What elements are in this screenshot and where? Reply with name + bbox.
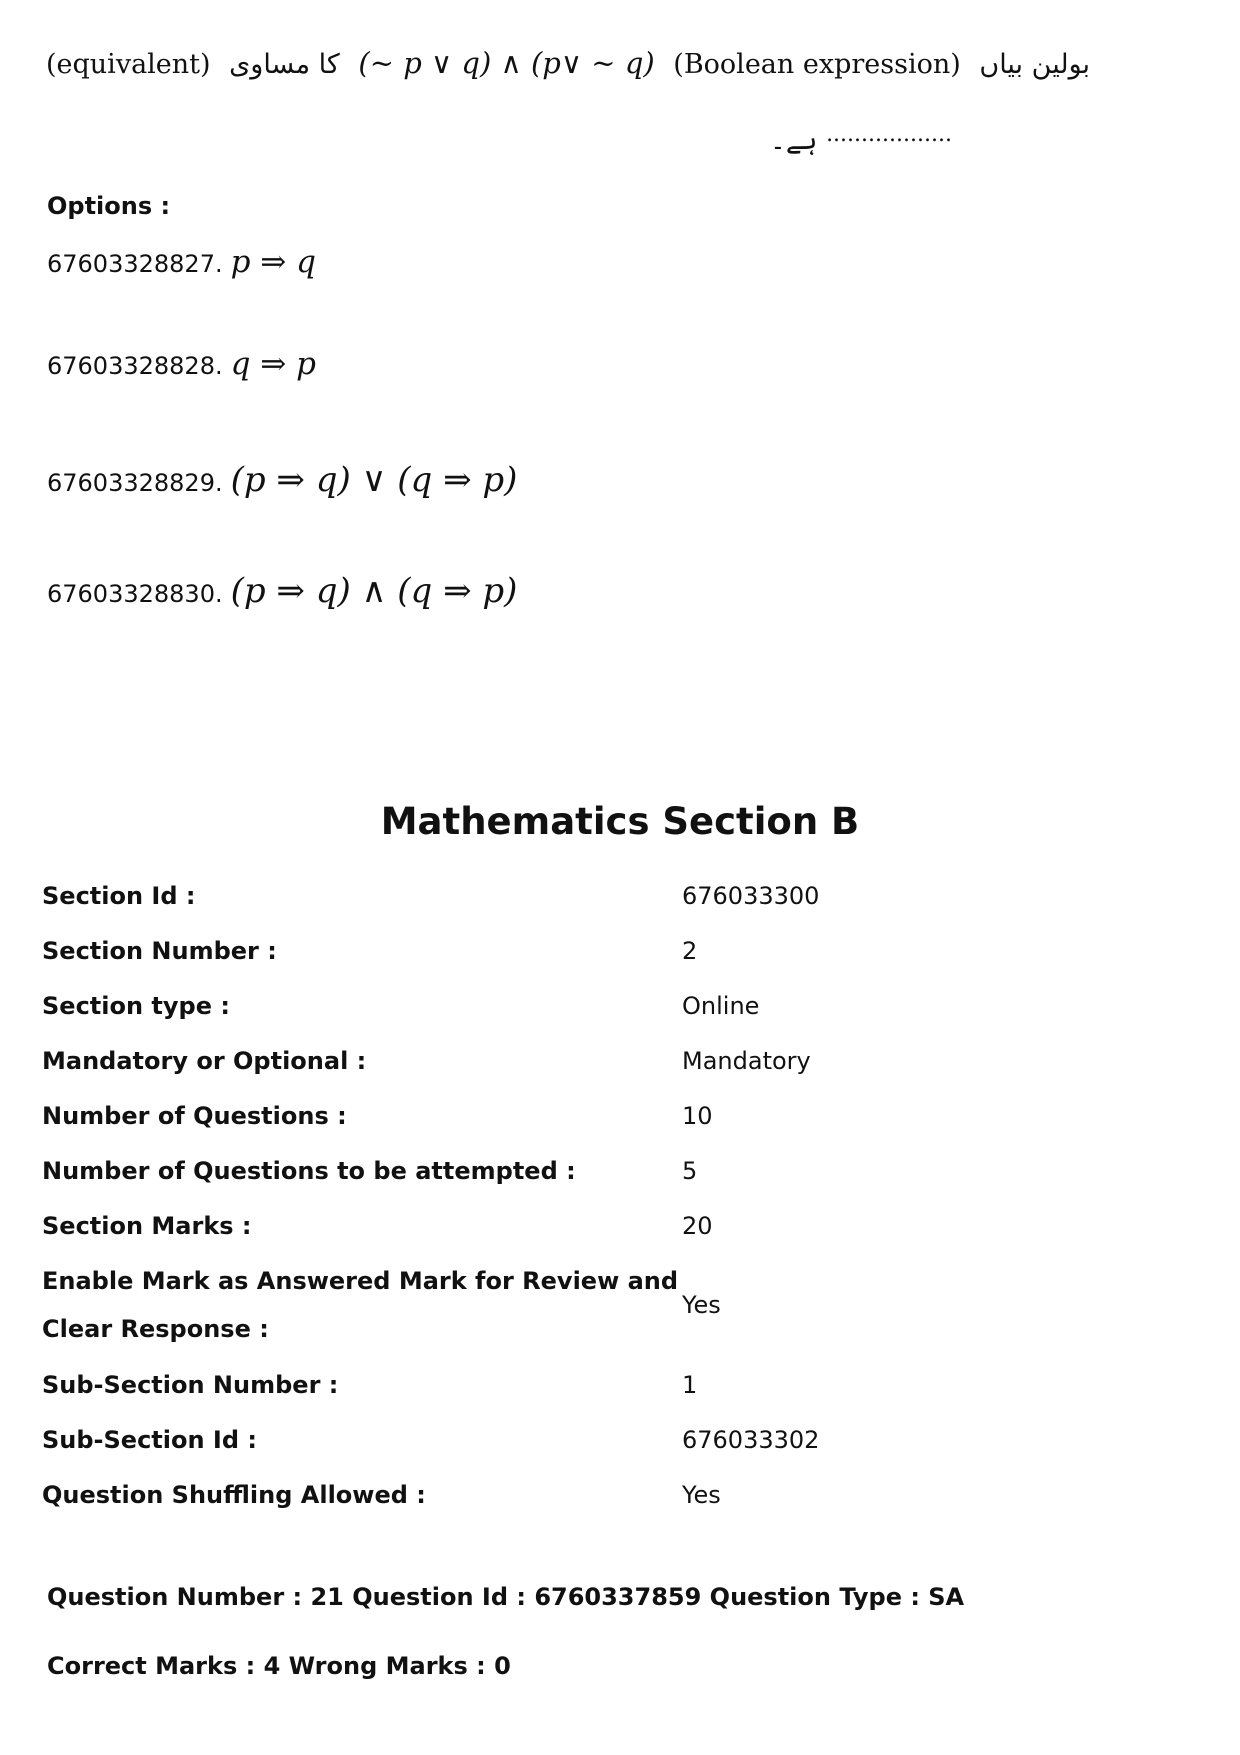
info-row	[42, 923, 1192, 978]
option-expression: p ⇒ q	[230, 244, 316, 280]
option-id: 67603328829.	[47, 469, 223, 497]
info-row	[42, 1253, 1192, 1357]
option-id: 67603328828.	[47, 352, 223, 380]
option-3	[47, 460, 517, 500]
info-value: Yes	[682, 1291, 721, 1319]
question-blank-dots: ..................	[826, 122, 952, 147]
info-value: 5	[682, 1156, 698, 1185]
info-label: Section type :	[42, 991, 230, 1020]
info-value: 20	[682, 1211, 713, 1240]
options-label: Options :	[47, 192, 171, 220]
section-title: Mathematics Section B	[380, 800, 860, 843]
info-value: 2	[682, 936, 698, 965]
info-value: 676033302	[682, 1425, 820, 1454]
question-equivalent: (equivalent)	[46, 49, 211, 80]
question-text-line	[46, 46, 1091, 80]
info-row	[42, 1033, 1192, 1088]
question-expression: (~ p ∨ q) ∧ (p∨ ~ q)	[358, 46, 655, 80]
info-label: Number of Questions :	[42, 1101, 347, 1130]
info-label: Enable Mark as Answered Mark for Review and Clear Response :	[42, 1267, 679, 1343]
option-1	[47, 244, 316, 280]
option-4	[47, 571, 517, 611]
info-label: Number of Questions to be attempted :	[42, 1156, 576, 1185]
question-text-line-2	[770, 122, 952, 156]
option-id: 67603328827.	[47, 250, 223, 278]
option-expression: (p ⇒ q) ∧ (q ⇒ p)	[230, 571, 518, 611]
info-label: Sub-Section Id :	[42, 1425, 257, 1454]
info-row	[42, 868, 1192, 923]
info-row	[42, 978, 1192, 1033]
info-label: Section Id :	[42, 881, 196, 910]
option-expression: (p ⇒ q) ∨ (q ⇒ p)	[230, 460, 518, 500]
info-label: Mandatory or Optional :	[42, 1046, 367, 1075]
question-meta-line-1: Question Number : 21 Question Id : 6760337859 Question Type : SA	[47, 1583, 965, 1611]
info-row	[42, 1088, 1192, 1143]
info-label: Sub-Section Number :	[42, 1370, 339, 1399]
info-value: 10	[682, 1101, 713, 1130]
option-id: 67603328830.	[47, 580, 223, 608]
option-2	[47, 346, 316, 382]
info-row	[42, 1143, 1192, 1198]
info-value: 1	[682, 1370, 698, 1399]
info-row	[42, 1412, 1192, 1467]
question-urdu-ka-musawi: کا مساوی	[229, 49, 340, 80]
info-label: Question Shuffling Allowed :	[42, 1480, 426, 1509]
section-info-table	[42, 868, 1192, 1522]
info-value: 676033300	[682, 881, 820, 910]
info-row	[42, 1357, 1192, 1412]
question-urdu-boolean: بولین بیاں	[979, 49, 1091, 80]
info-label: Section Marks :	[42, 1211, 252, 1240]
option-expression: q ⇒ p	[230, 346, 316, 382]
info-value: Online	[682, 991, 760, 1020]
info-label: Section Number :	[42, 936, 277, 965]
question-urdu-hai: ہے۔	[770, 125, 818, 156]
question-boolean-expression: (Boolean expression)	[673, 49, 961, 80]
question-meta-line-2: Correct Marks : 4 Wrong Marks : 0	[47, 1652, 511, 1680]
info-value: Mandatory	[682, 1046, 811, 1075]
info-row	[42, 1467, 1192, 1522]
info-value: Yes	[682, 1480, 721, 1509]
info-row	[42, 1198, 1192, 1253]
